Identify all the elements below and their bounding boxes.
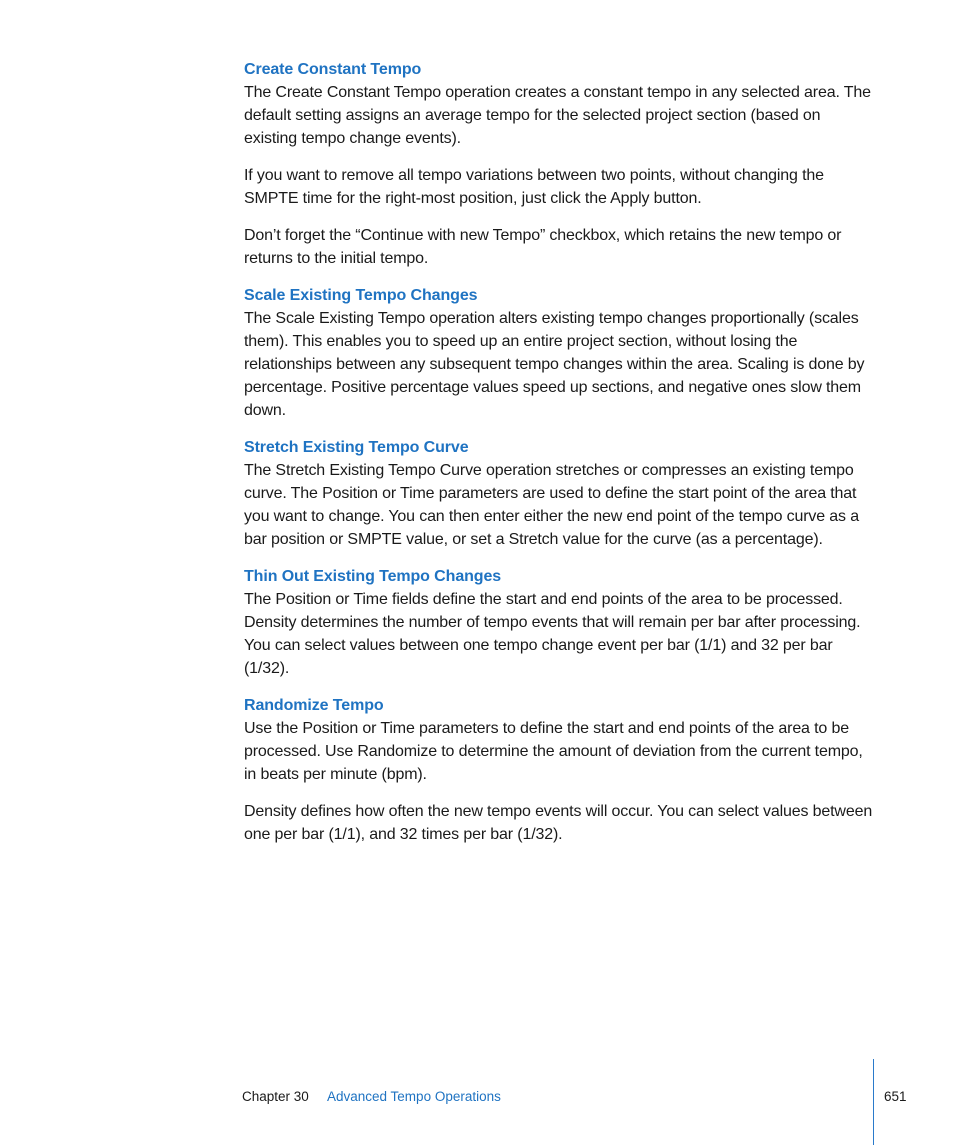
section-heading: Scale Existing Tempo Changes — [244, 287, 478, 304]
paragraph: The Position or Time fields define the start and end points of the area to be processed. Density determines the number of tempo events that will remain per bar after processing. You can select values between one tempo change event per bar (1/1) and 32 per bar (1/32). — [244, 591, 861, 677]
footer-divider — [873, 1059, 874, 1145]
page-footer — [0, 1085, 954, 1145]
section-scale-existing-tempo-changes — [244, 284, 874, 422]
page-number: 651 — [884, 1089, 907, 1104]
section-thin-out-existing-tempo-changes — [244, 565, 874, 680]
section-create-constant-tempo — [244, 58, 874, 270]
page-content — [244, 58, 874, 860]
section-heading: Randomize Tempo — [244, 697, 384, 714]
paragraph: The Create Constant Tempo operation creates a constant tempo in any selected area. The default setting assigns an average tempo for the selected project section (based on existing tempo change events). — [244, 84, 871, 147]
footer-chapter-label: Chapter 30 — [242, 1089, 309, 1104]
paragraph: Don’t forget the “Continue with new Tempo” checkbox, which retains the new tempo or returns to the initial tempo. — [244, 227, 842, 267]
footer-chapter-title: Advanced Tempo Operations — [327, 1089, 501, 1104]
section-heading: Thin Out Existing Tempo Changes — [244, 568, 502, 585]
paragraph: The Stretch Existing Tempo Curve operation stretches or compresses an existing tempo curve. The Position or Time parameters are used to define the start point of the area that you want to change. You can then enter either the new end point of the tempo curve as a bar position or SMPTE value, or set a Stretch value for the curve (as a percentage). — [244, 462, 859, 548]
section-heading: Create Constant Tempo — [244, 61, 422, 78]
paragraph: The Scale Existing Tempo operation alters existing tempo changes proportionally (scales them). This enables you to speed up an entire project section, without losing the relationships between any subsequent tempo changes within the area. Scaling is done by percentage. Positive percentage values speed up sections, and negative ones slow them down. — [244, 310, 865, 419]
section-randomize-tempo — [244, 694, 874, 846]
section-heading: Stretch Existing Tempo Curve — [244, 439, 469, 456]
paragraph: If you want to remove all tempo variations between two points, without changing the SMPTE time for the right-most position, just click the Apply button. — [244, 167, 824, 207]
section-stretch-existing-tempo-curve — [244, 436, 874, 551]
paragraph: Density defines how often the new tempo events will occur. You can select values between one per bar (1/1), and 32 times per bar (1/32). — [244, 803, 873, 843]
paragraph: Use the Position or Time parameters to define the start and end points of the area to be processed. Use Randomize to determine the amount of deviation from the current tempo, in beats per minute (bpm). — [244, 720, 863, 783]
